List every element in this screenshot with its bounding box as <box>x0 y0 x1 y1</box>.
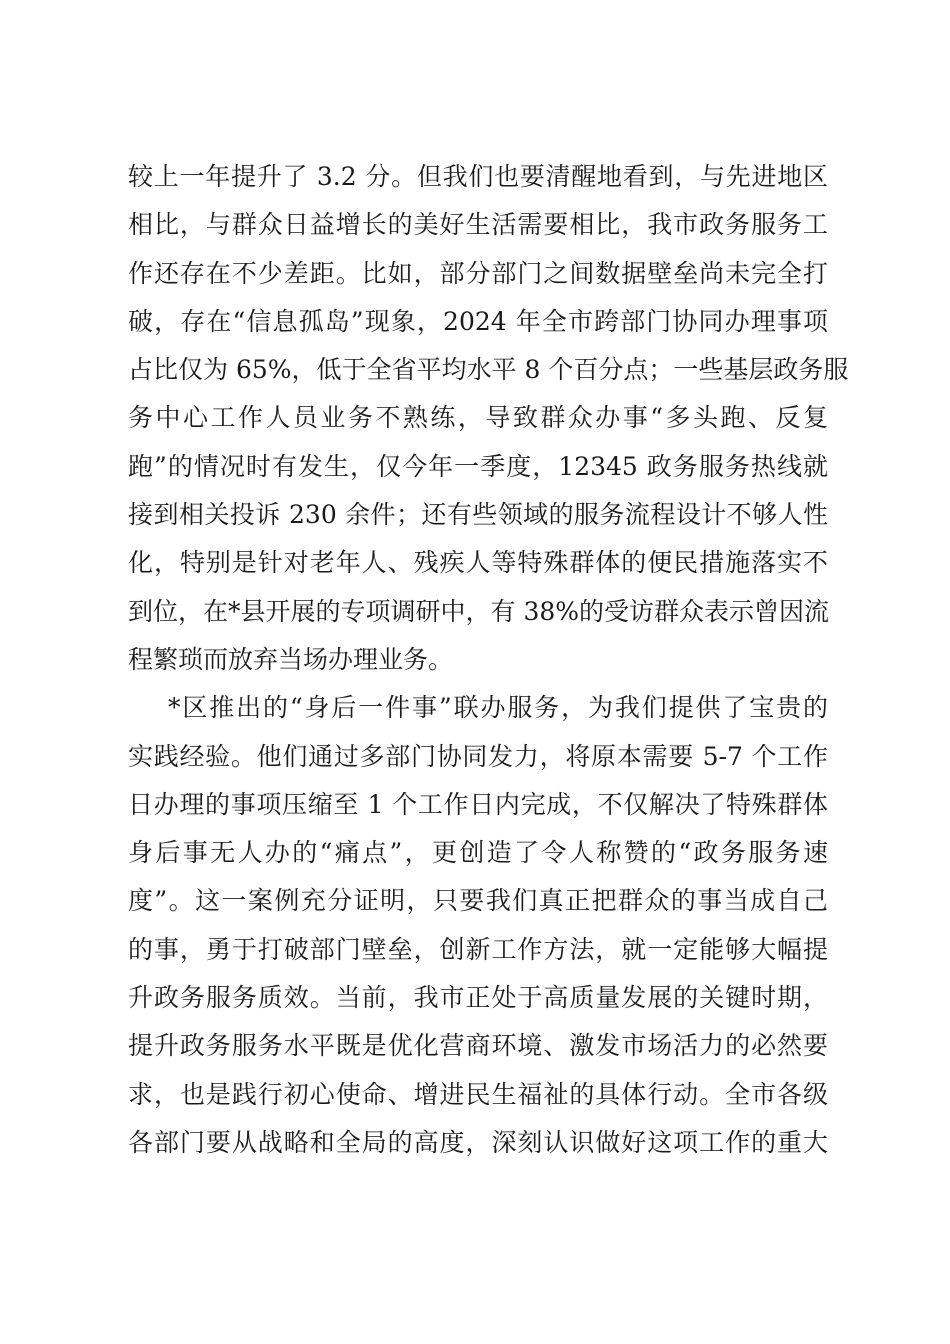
text-line: 接到相关投诉 230 余件；还有些领域的服务流程设计不够人性 <box>128 500 828 530</box>
text-line: 升政务服务质效。当前，我市正处于高质量发展的关键时期， <box>128 983 828 1013</box>
text-line: 作还存在不少差距。比如，部分部门之间数据壁垒尚未完全打 <box>128 258 828 288</box>
text-line: *区推出的“身后一件事”联办服务，为我们提供了宝贵的 <box>168 693 828 723</box>
paragraph-1 <box>128 153 849 684</box>
text-line: 的事，勇于打破部门壁垒，创新工作方法，就一定能够大幅提 <box>128 934 828 964</box>
text-line: 到位，在*县开展的专项调研中，有 38%的受访群众表示曾因流 <box>128 596 830 626</box>
text-line: 提升政务服务水平既是优化营商环境、激发市场活力的必然要 <box>128 1031 828 1061</box>
paragraph-2 <box>128 684 828 1167</box>
text-line: 求，也是践行初心使命、增进民生福祉的具体行动。全市各级 <box>128 1079 828 1109</box>
text-line: 相比，与群众日益增长的美好生活需要相比，我市政务服务工 <box>128 210 828 240</box>
text-line: 度”。这一案例充分证明，只要我们真正把群众的事当成自己 <box>128 886 828 916</box>
text-line: 身后事无人办的“痛点”，更创造了令人称赞的“政务服务速 <box>128 838 828 868</box>
text-line: 化，特别是针对老年人、残疾人等特殊群体的便民措施落实不 <box>128 548 828 578</box>
text-line: 程繁琐而放弃当场办理业务。 <box>128 644 454 674</box>
text-line: 跑”的情况时有发生，仅今年一季度，12345 政务服务热线就 <box>128 451 828 481</box>
text-line: 破，存在“信息孤岛”现象，2024 年全市跨部门协同办理事项 <box>128 306 828 336</box>
text-line: 日办理的事项压缩至 1 个工作日内完成，不仅解决了特殊群体 <box>128 789 828 819</box>
document-body <box>128 153 849 1167</box>
text-line: 务中心工作人员业务不熟练，导致群众办事“多头跑、反复 <box>128 403 828 433</box>
text-line: 占比仅为 65%，低于全省平均水平 8 个百分点；一些基层政务服 <box>128 355 849 385</box>
text-line: 各部门要从战略和全局的高度，深刻认识做好这项工作的重大 <box>128 1127 828 1157</box>
text-line: 实践经验。他们通过多部门协同发力，将原本需要 5-7 个工作 <box>128 741 828 771</box>
text-line: 较上一年提升了 3.2 分。但我们也要清醒地看到，与先进地区 <box>128 162 828 191</box>
